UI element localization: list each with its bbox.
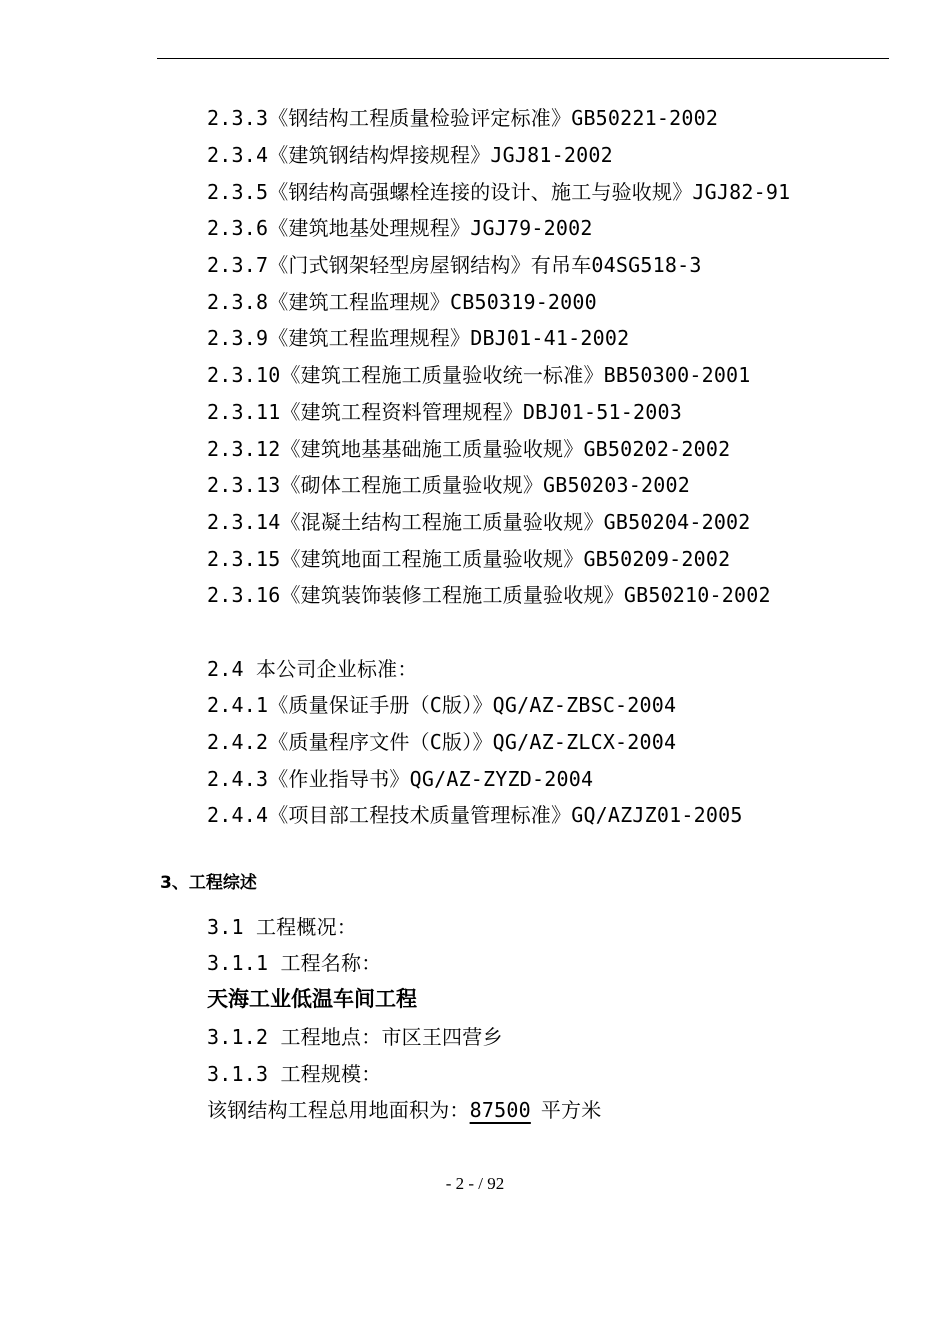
- standard-item: 2.3.10《建筑工程施工质量验收统一标准》BB50300-2001: [207, 363, 751, 387]
- standard-item: 2.3.3《钢结构工程质量检验评定标准》GB50221-2002: [207, 106, 719, 130]
- standard-item: 2.3.11《建筑工程资料管理规程》DBJ01-51-2003: [207, 400, 682, 424]
- standard-item: 2.3.16《建筑装饰装修工程施工质量验收规》GB50210-2002: [207, 583, 771, 607]
- project-name-label: 3.1.1 工程名称：: [207, 951, 382, 975]
- standard-item: 2.3.9《建筑工程监理规程》DBJ01-41-2002: [207, 326, 630, 350]
- company-standard-item: 2.4.4《项目部工程技术质量管理标准》GQ/AZJZ01-2005: [207, 803, 743, 827]
- standard-item: 2.3.13《砌体工程施工质量验收规》GB50203-2002: [207, 473, 690, 497]
- standard-item: 2.3.8《建筑工程监理规》CB50319-2000: [207, 290, 597, 314]
- standard-item: 2.3.7《门式钢架轻型房屋钢结构》有吊车04SG518-3: [207, 253, 702, 277]
- standard-item: 2.3.6《建筑地基处理规程》JGJ79-2002: [207, 216, 593, 240]
- project-overview-heading: 3.1 工程概况：: [207, 915, 357, 939]
- standard-item: 2.3.15《建筑地面工程施工质量验收规》GB50209-2002: [207, 547, 731, 571]
- project-name: 天海工业低温车间工程: [207, 987, 417, 1011]
- standard-item: 2.3.14《混凝土结构工程施工质量验收规》GB50204-2002: [207, 510, 751, 534]
- page-number: - 2 - / 92: [445, 1174, 505, 1193]
- section-3-heading: 3、工程综述: [160, 873, 257, 893]
- area-value: 87500: [469, 1098, 531, 1122]
- project-area: [207, 1096, 601, 1124]
- company-standard-item: 2.4.2《质量程序文件（C版）》QG/AZ-ZLCX-2004: [207, 730, 677, 754]
- standard-item: 2.3.5《钢结构高强螺栓连接的设计、施工与验收规》JGJ82-91: [207, 180, 791, 204]
- company-standard-item: 2.4.1《质量保证手册（C版）》QG/AZ-ZBSC-2004: [207, 693, 677, 717]
- area-prefix: 该钢结构工程总用地面积为：: [207, 1098, 470, 1122]
- company-standard-item: 2.4.3《作业指导书》QG/AZ-ZYZD-2004: [207, 767, 594, 791]
- section-2-4-heading: 2.4 本公司企业标准：: [207, 657, 418, 681]
- project-location: 3.1.2 工程地点：市区王四营乡: [207, 1025, 503, 1049]
- standard-item: 2.3.4《建筑钢结构焊接规程》JGJ81-2002: [207, 143, 613, 167]
- project-scale-label: 3.1.3 工程规模：: [207, 1062, 382, 1086]
- standard-item: 2.3.12《建筑地基基础施工质量验收规》GB50202-2002: [207, 437, 731, 461]
- area-unit: 平方米: [540, 1098, 602, 1122]
- header-rule: [157, 58, 889, 59]
